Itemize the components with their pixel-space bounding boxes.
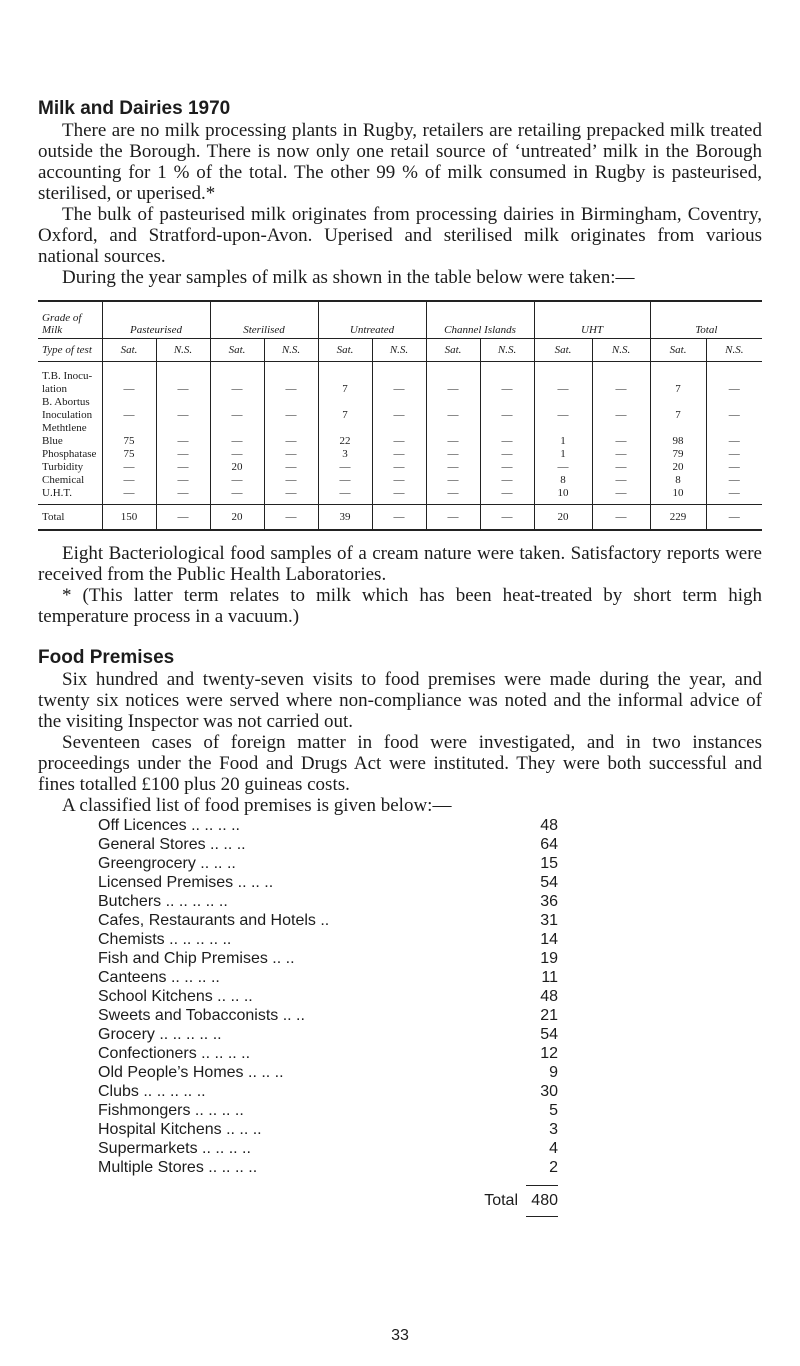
table-cell: — [706, 486, 762, 505]
milk-samples-table [38, 300, 762, 531]
premises-label: Clubs .. .. .. .. .. [98, 1083, 206, 1100]
total-cell: — [706, 505, 762, 531]
list-item [98, 987, 558, 1006]
table-cell: — [210, 486, 264, 505]
table-cell [372, 362, 426, 383]
total-cell: 150 [102, 505, 156, 531]
row-label: Blue [42, 434, 63, 447]
table-cell: — [426, 434, 480, 447]
table-cell: — [210, 408, 264, 421]
subheader-cell: Sat. [210, 339, 264, 362]
table-cell: — [102, 382, 156, 395]
table-cell [318, 362, 372, 383]
table-cell: — [372, 460, 426, 473]
table-cell [480, 395, 534, 408]
table-row [38, 421, 762, 434]
premises-count: 64 [540, 836, 558, 853]
premises-label: Fish and Chip Premises .. .. [98, 950, 295, 967]
table-cell: 7 [318, 382, 372, 395]
premises-count: 31 [540, 912, 558, 929]
total-cell: 229 [650, 505, 706, 531]
food-paragraph-3: A classified list of food premises is given below:— [62, 795, 452, 816]
table-cell: — [264, 473, 318, 486]
table-cell: 20 [650, 460, 706, 473]
table-total [38, 505, 762, 531]
table-cell [426, 395, 480, 408]
premises-count: 19 [540, 950, 558, 967]
food-premises-heading: Food Premises [38, 647, 175, 668]
premises-label: Old People’s Homes .. .. .. [98, 1064, 284, 1081]
subheader-cell: N.S. [592, 339, 650, 362]
header-sterilised: Sterilised [210, 301, 318, 339]
premises-label: Chemists .. .. .. .. .. [98, 931, 232, 948]
table-cell: — [210, 473, 264, 486]
premises-count: 12 [540, 1045, 558, 1062]
table-cell: — [264, 486, 318, 505]
table-cell [210, 362, 264, 383]
table-cell: — [156, 460, 210, 473]
table-cell [318, 395, 372, 408]
premises-count: 36 [540, 893, 558, 910]
list-item [98, 854, 558, 873]
table-cell: — [264, 434, 318, 447]
row-label: U.H.T. [42, 486, 73, 499]
table-cell: — [156, 382, 210, 395]
row-label: B. Abortus [42, 395, 90, 408]
table-cell: 7 [650, 408, 706, 421]
table-cell: — [156, 408, 210, 421]
total-cell: — [372, 505, 426, 531]
table-body [38, 362, 762, 505]
table-cell: 7 [318, 408, 372, 421]
premises-count: 54 [540, 1026, 558, 1043]
table-cell [650, 395, 706, 408]
table-cell: — [102, 486, 156, 505]
premises-count: 3 [549, 1121, 558, 1138]
table-cell: — [210, 382, 264, 395]
table-cell: — [210, 434, 264, 447]
table-cell: 98 [650, 434, 706, 447]
list-item [98, 873, 558, 892]
table-cell: — [480, 382, 534, 395]
total-cell: — [480, 505, 534, 531]
table-cell: — [318, 460, 372, 473]
table-row [38, 460, 762, 473]
table-cell [372, 421, 426, 434]
table-cell: — [426, 486, 480, 505]
list-item [98, 1139, 558, 1158]
premises-count: 5 [549, 1102, 558, 1119]
list-item [98, 1101, 558, 1120]
subheader-cell: Type of test [38, 339, 102, 362]
table-cell: 8 [650, 473, 706, 486]
table-cell: 7 [650, 382, 706, 395]
premises-list [98, 816, 558, 1177]
header-total: Total [650, 301, 762, 339]
premises-total-count: 480 [531, 1192, 558, 1209]
row-label: Turbidity [42, 460, 84, 473]
premises-count: 30 [540, 1083, 558, 1100]
table-cell: — [372, 408, 426, 421]
row-label: T.B. Inocu- [42, 369, 93, 382]
food-paragraph-1: Six hundred and twenty-seven visits to food premises were made during the year, and twenty six notices were served where non-compliance was noted and the informal advice of the visiting Inspector was not carried out. [38, 669, 762, 732]
premises-count: 14 [540, 931, 558, 948]
table-cell: — [156, 434, 210, 447]
table-cell: — [534, 460, 592, 473]
premises-total-row [98, 1191, 558, 1210]
table-cell [480, 362, 534, 383]
table-row [38, 395, 762, 408]
milk-paragraph-2: The bulk of pasteurised milk originates from processing dairies in Birmingham, Coventry, Oxford, and Stratford-upon-Avon. Uperised and sterilised milk originates from various national sources. [38, 204, 762, 267]
premises-count: 48 [540, 817, 558, 834]
table-cell: 10 [534, 486, 592, 505]
premises-label: Confectioners .. .. .. .. [98, 1045, 251, 1062]
table-group-header [38, 301, 762, 339]
table-cell [480, 421, 534, 434]
table-cell [264, 395, 318, 408]
total-cell: — [592, 505, 650, 531]
subheader-cell: N.S. [706, 339, 762, 362]
table-cell [156, 421, 210, 434]
footnote-uperised: * (This latter term relates to milk which has been heat-treated by short term high temperature process in a vacuum.) [38, 585, 762, 627]
premises-count: 54 [540, 874, 558, 891]
table-cell: — [592, 408, 650, 421]
table-cell [534, 362, 592, 383]
table-cell [592, 421, 650, 434]
premises-label: Canteens .. .. .. .. [98, 969, 220, 986]
list-item [98, 1044, 558, 1063]
list-item [98, 816, 558, 835]
milk-paragraph-1: There are no milk processing plants in Rugby, retailers are retailing prepacked milk treated outside the Borough. There is now only one retail source of ‘untreated’ milk in the Borough accounting for 1 % of the total. The other 99 % of milk consumed in Rugby is pasteurised, sterilised, or uperised.* [38, 120, 762, 204]
list-item [98, 949, 558, 968]
table-cell [102, 395, 156, 408]
subheader-cell: Sat. [318, 339, 372, 362]
premises-count: 9 [549, 1064, 558, 1081]
premises-count: 48 [540, 988, 558, 1005]
total-cell: 39 [318, 505, 372, 531]
table-row [38, 486, 762, 505]
table-cell [592, 395, 650, 408]
row-label: Inoculation [42, 408, 93, 421]
rule-below-total [526, 1216, 558, 1217]
table-cell: — [426, 473, 480, 486]
milk-heading: Milk and Dairies 1970 [38, 98, 231, 119]
table-cell: 75 [102, 434, 156, 447]
table-cell [706, 395, 762, 408]
table-cell: — [706, 434, 762, 447]
premises-label: Grocery .. .. .. .. .. [98, 1026, 222, 1043]
row-label: lation [42, 382, 68, 395]
table-row [38, 434, 762, 447]
header-pasteurised: Pasteurised [102, 301, 210, 339]
table-cell: — [592, 434, 650, 447]
table-cell: — [264, 382, 318, 395]
table-cell: — [480, 447, 534, 460]
total-cell: 20 [534, 505, 592, 531]
rule-above-total [526, 1185, 558, 1186]
table-cell: — [426, 447, 480, 460]
table-cell [102, 362, 156, 383]
header-channel-islands: Channel Islands [426, 301, 534, 339]
table-cell: 75 [102, 447, 156, 460]
table-cell: — [480, 408, 534, 421]
table-cell [318, 421, 372, 434]
table-cell [706, 362, 762, 383]
table-cell: — [480, 486, 534, 505]
table-cell: — [102, 473, 156, 486]
table-cell: — [156, 447, 210, 460]
table-cell: — [264, 408, 318, 421]
subheader-cell: Sat. [102, 339, 156, 362]
table-total-row [38, 505, 762, 531]
table-cell: — [264, 447, 318, 460]
table-cell: — [534, 408, 592, 421]
premises-label: Butchers .. .. .. .. .. [98, 893, 228, 910]
table-row [38, 473, 762, 486]
table-cell [426, 362, 480, 383]
table-cell: — [372, 473, 426, 486]
premises-count: 11 [541, 969, 558, 986]
table-cell [210, 395, 264, 408]
subheader-cell: Sat. [650, 339, 706, 362]
table-cell: — [372, 382, 426, 395]
list-item [98, 1063, 558, 1082]
table-cell: 1 [534, 447, 592, 460]
list-item [98, 1120, 558, 1139]
table-cell [156, 395, 210, 408]
premises-label: Hospital Kitchens .. .. .. [98, 1121, 262, 1138]
table-cell: — [102, 408, 156, 421]
list-item [98, 911, 558, 930]
subheader-cell: N.S. [156, 339, 210, 362]
subheader-cell: Sat. [534, 339, 592, 362]
list-item [98, 1006, 558, 1025]
premises-label: Cafes, Restaurants and Hotels .. [98, 912, 330, 929]
premises-total-label: Total [484, 1192, 518, 1209]
table-cell: — [210, 447, 264, 460]
premises-label: School Kitchens .. .. .. [98, 988, 253, 1005]
row-label: Chemical [42, 473, 85, 486]
table-cell: 22 [318, 434, 372, 447]
table-cell: 8 [534, 473, 592, 486]
page-content [38, 98, 762, 1217]
table-cell: — [480, 460, 534, 473]
premises-count: 2 [549, 1159, 558, 1176]
table-cell [426, 421, 480, 434]
table-cell: — [426, 460, 480, 473]
table-cell: — [592, 486, 650, 505]
list-item [98, 1025, 558, 1044]
premises-count: 15 [540, 855, 558, 872]
list-item [98, 930, 558, 949]
premises-label: Multiple Stores .. .. .. .. [98, 1159, 258, 1176]
header-grade: Grade of Milk [42, 312, 82, 336]
table-cell: — [426, 382, 480, 395]
table-cell: — [592, 460, 650, 473]
list-item [98, 1082, 558, 1101]
table-cell [264, 421, 318, 434]
table-row [38, 408, 762, 421]
premises-label: Supermarkets .. .. .. .. [98, 1140, 251, 1157]
subheader-cell: Sat. [426, 339, 480, 362]
premises-label: Greengrocery .. .. .. [98, 855, 236, 872]
premises-total-block [98, 1185, 558, 1217]
premises-label: General Stores .. .. .. [98, 836, 246, 853]
table-cell: — [156, 486, 210, 505]
page-number: 33 [391, 1327, 409, 1344]
table-cell: 1 [534, 434, 592, 447]
table-cell: 3 [318, 447, 372, 460]
table-cell: — [264, 460, 318, 473]
subheader-cell: N.S. [480, 339, 534, 362]
table-cell: — [706, 382, 762, 395]
cream-samples-paragraph: Eight Bacteriological food samples of a cream nature were taken. Satisfactory reports were received from the Public Health Laboratories. [38, 543, 762, 585]
total-cell: — [264, 505, 318, 531]
subheader-cell: N.S. [372, 339, 426, 362]
header-uht: UHT [534, 301, 650, 339]
table-cell: — [592, 473, 650, 486]
total-cell: 20 [210, 505, 264, 531]
header-untreated: Untreated [318, 301, 426, 339]
table-cell: — [706, 447, 762, 460]
table-cell [706, 421, 762, 434]
table-cell: 79 [650, 447, 706, 460]
table-cell: — [318, 486, 372, 505]
premises-label: Fishmongers .. .. .. .. [98, 1102, 244, 1119]
table-cell: — [156, 473, 210, 486]
table-cell: — [480, 434, 534, 447]
row-label: Phosphatase [42, 447, 97, 460]
table-cell: — [480, 473, 534, 486]
premises-label: Sweets and Tobacconists .. .. [98, 1007, 305, 1024]
table-cell: — [592, 447, 650, 460]
table-cell: — [102, 460, 156, 473]
table-cell [650, 362, 706, 383]
list-item [98, 1158, 558, 1177]
food-paragraph-2: Seventeen cases of foreign matter in food were investigated, and in two instances proceedings under the Food and Drugs Act were instituted. They were both successful and fines totalled £100 plus 20 guineas costs. [38, 732, 762, 795]
table-cell: — [426, 408, 480, 421]
total-cell: — [426, 505, 480, 531]
row-label: Methtlene [42, 421, 87, 434]
premises-count: 4 [549, 1140, 558, 1157]
table-cell: 20 [210, 460, 264, 473]
table-cell [156, 362, 210, 383]
subheader-cell: N.S. [264, 339, 318, 362]
total-cell: — [156, 505, 210, 531]
table-cell: 10 [650, 486, 706, 505]
table-cell [592, 362, 650, 383]
milk-paragraph-3: During the year samples of milk as shown in the table below were taken:— [62, 267, 635, 288]
premises-label: Licensed Premises .. .. .. [98, 874, 274, 891]
list-item [98, 835, 558, 854]
table-row [38, 447, 762, 460]
list-item [98, 968, 558, 987]
table-cell: — [706, 460, 762, 473]
premises-count: 21 [540, 1007, 558, 1024]
table-row [38, 382, 762, 395]
premises-label: Off Licences .. .. .. .. [98, 817, 240, 834]
total-label: Total [38, 505, 102, 531]
table-cell: — [318, 473, 372, 486]
table-cell: — [534, 382, 592, 395]
table-cell: — [706, 473, 762, 486]
table-cell: — [372, 486, 426, 505]
table-cell [210, 421, 264, 434]
table-cell: — [706, 408, 762, 421]
table-cell: — [372, 434, 426, 447]
table-sub-header [38, 339, 762, 362]
list-item [98, 892, 558, 911]
table-cell [372, 395, 426, 408]
table-cell: — [592, 382, 650, 395]
table-cell [102, 421, 156, 434]
table-cell [534, 395, 592, 408]
table-cell [534, 421, 592, 434]
table-cell: — [372, 447, 426, 460]
table-cell [650, 421, 706, 434]
table-row [38, 362, 762, 383]
table-cell [264, 362, 318, 383]
